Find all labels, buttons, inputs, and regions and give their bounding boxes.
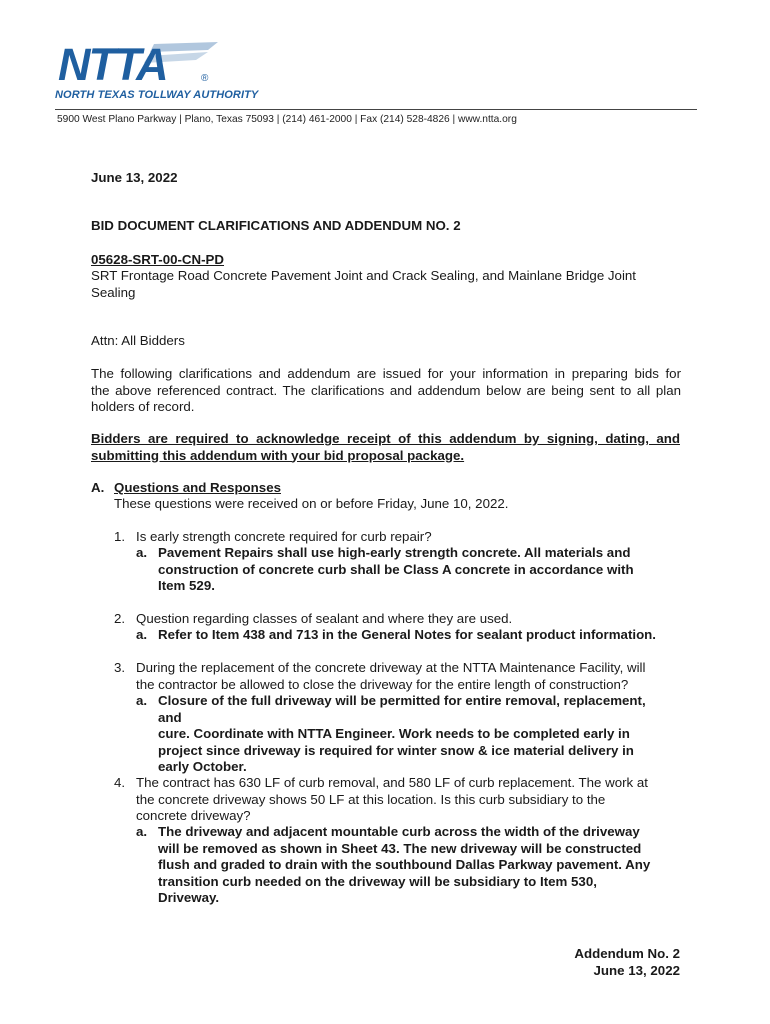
- answer-label: a.: [136, 824, 148, 839]
- answer-text: The driveway and adjacent mountable curb across the width of the driveway will be removed as shown in Sheet 43. The new driveway will be constructed flush and graded to drain with the southbound Dallas Parkway pavement. Any transition curb needed on the driveway will be subsidiary to Item 530, Driveway.: [158, 824, 651, 905]
- question-number: 1.: [114, 529, 126, 544]
- agency-name: NORTH TEXAS TOLLWAY AUTHORITY: [55, 89, 259, 101]
- document-title: BID DOCUMENT CLARIFICATIONS AND ADDENDUM NO. 2: [91, 218, 461, 233]
- project-number: 05628-SRT-00-CN-PD: [91, 252, 225, 267]
- section-letter: A.: [91, 480, 105, 495]
- intro-paragraph: The following clarifications and addendum are issued for your information in preparing bids for the above referenced contract. The clarifications and addendum below are being sent to all plan holders of record.: [91, 366, 681, 414]
- answer-label: a.: [136, 693, 148, 708]
- question-text: Is early strength concrete required for curb repair?: [136, 529, 432, 544]
- contact-line: 5900 West Plano Parkway | Plano, Texas 75093 | (214) 461-2000 | Fax (214) 528-4826 | www.ntta.org: [57, 114, 517, 125]
- section-heading: Questions and Responses: [114, 480, 281, 495]
- ntta-logo: [58, 40, 218, 86]
- letter-date: June 13, 2022: [91, 170, 178, 185]
- ntta-logo-graphic: [58, 40, 218, 86]
- section-subtitle: These questions were received on or before Friday, June 10, 2022.: [114, 496, 509, 511]
- answer-text: Pavement Repairs shall use high-early strength concrete. All materials and construction of concrete curb shall be Class A concrete in accordance with Item 529.: [158, 545, 634, 593]
- question-text: The contract has 630 LF of curb removal, and 580 LF of curb replacement. The work at the concrete driveway shows 50 LF at this location. Is this curb subsidiary to the concrete driveway?: [136, 775, 648, 823]
- answer-text: Refer to Item 438 and 713 in the General Notes for sealant product information.: [158, 627, 657, 642]
- answer-label: a.: [136, 545, 148, 560]
- logo-wordmark: NTTA: [58, 40, 167, 86]
- footer-date: June 13, 2022: [593, 962, 680, 978]
- question-text: Question regarding classes of sealant and where they are used.: [136, 611, 513, 626]
- question-text: During the replacement of the concrete driveway at the NTTA Maintenance Facility, will the contractor be allowed to close the driveway for the entire length of construction?: [136, 660, 646, 692]
- page-footer: [574, 946, 680, 979]
- acknowledgement-notice: Bidders are required to acknowledge receipt of this addendum by signing, dating, and submitting this addendum with your bid proposal package.: [91, 431, 680, 463]
- footer-addendum: Addendum No. 2: [574, 946, 680, 961]
- header-divider: [55, 109, 697, 110]
- question-number: 3.: [114, 660, 126, 675]
- attention-line: Attn: All Bidders: [91, 333, 185, 348]
- answer-label: a.: [136, 627, 148, 642]
- answer-text: Closure of the full driveway will be permitted for entire removal, replacement, and cure. Coordinate with NTTA Engineer. Work needs to be completed early in project since driveway is required for winter snow & ice material delivery in early October.: [158, 693, 646, 774]
- project-description: SRT Frontage Road Concrete Pavement Joint and Crack Sealing, and Mainlane Bridge Joint Sealing: [91, 268, 636, 300]
- question-number: 4.: [114, 775, 126, 790]
- registered-mark: ®: [201, 73, 209, 84]
- question-number: 2.: [114, 611, 126, 626]
